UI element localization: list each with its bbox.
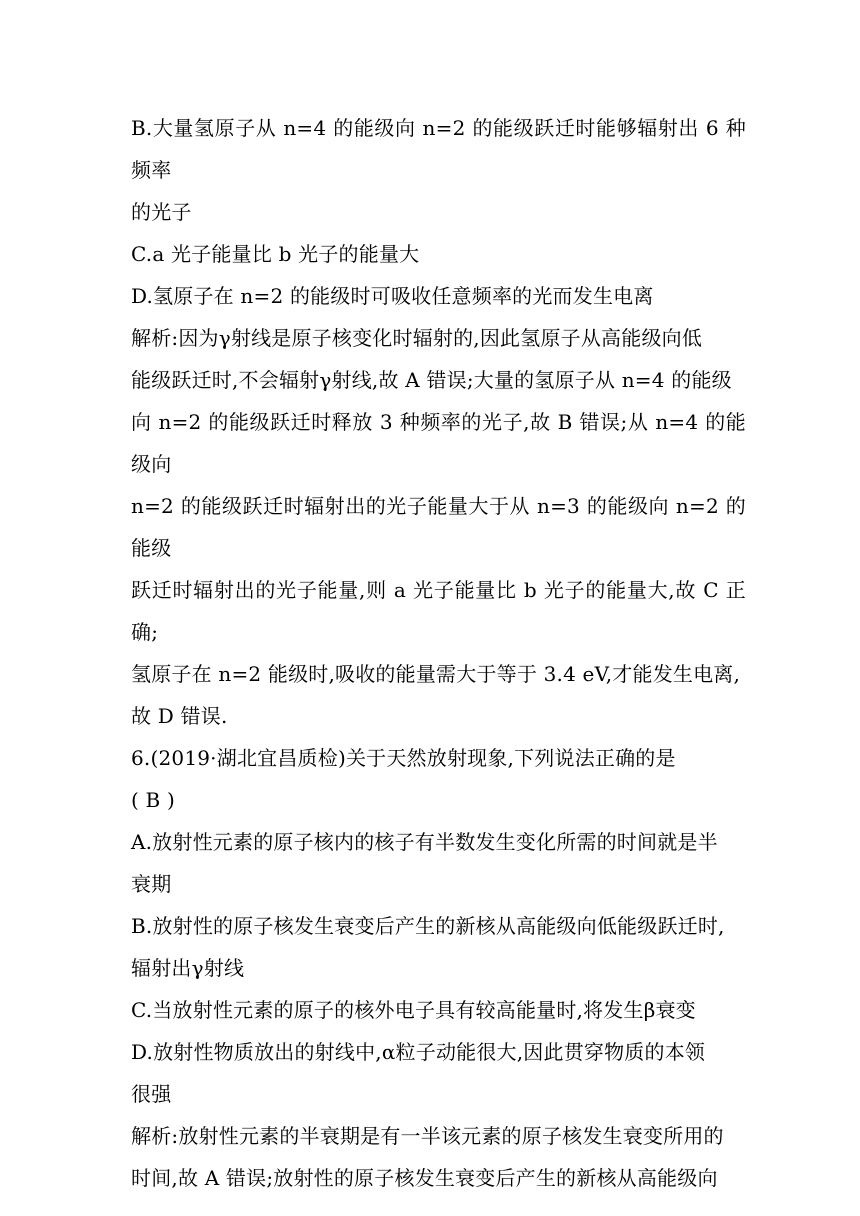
question-6-answer: ( B ) xyxy=(131,788,176,812)
analysis-line-7: 故 D 错误. xyxy=(131,704,228,728)
option-c-line: C.a 光子能量比 b 光子的能量大 xyxy=(131,242,420,266)
q6-analysis-line-2: 时间,故 A 错误;放射性的原子核发生衰变后产生的新核从高能级向 xyxy=(131,1166,718,1190)
document-body xyxy=(131,107,746,1199)
q6-analysis-line-1: 解析:放射性元素的半衰期是有一半该元素的原子核发生衰变所用的 xyxy=(131,1124,724,1148)
q6-option-d-line-1: D.放射性物质放出的射线中,α粒子动能很大,因此贯穿物质的本领 xyxy=(131,1040,706,1064)
option-d-line: D.氢原子在 n=2 的能级时可吸收任意频率的光而发生电离 xyxy=(131,284,654,308)
option-b-line-2: 的光子 xyxy=(131,200,192,224)
analysis-line-4: n=2 的能级跃迁时辐射出的光子能量大于从 n=3 的能级向 n=2 的能级 xyxy=(131,494,746,560)
q6-option-a-line-1: A.放射性元素的原子核内的核子有半数发生变化所需的时间就是半 xyxy=(131,830,718,854)
q6-option-b-line-1: B.放射性的原子核发生衰变后产生的新核从高能级向低能级跃迁时, xyxy=(131,914,725,938)
q6-option-b-line-2: 辐射出γ射线 xyxy=(131,956,245,980)
q6-option-c-line: C.当放射性元素的原子的核外电子具有较高能量时,将发生β衰变 xyxy=(131,998,696,1022)
analysis-line-3: 向 n=2 的能级跃迁时释放 3 种频率的光子,故 B 错误;从 n=4 的能级向 xyxy=(131,410,746,476)
option-b-line-1: B.大量氢原子从 n=4 的能级向 n=2 的能级跃迁时能够辐射出 6 种频率 xyxy=(131,116,746,182)
q6-option-d-line-2: 很强 xyxy=(131,1082,172,1106)
analysis-line-1: 解析:因为γ射线是原子核变化时辐射的,因此氢原子从高能级向低 xyxy=(131,326,703,350)
analysis-line-2: 能级跃迁时,不会辐射γ射线,故 A 错误;大量的氢原子从 n=4 的能级 xyxy=(131,368,732,392)
analysis-line-5: 跃迁时辐射出的光子能量,则 a 光子能量比 b 光子的能量大,故 C 正确; xyxy=(131,578,746,644)
analysis-line-6: 氢原子在 n=2 能级时,吸收的能量需大于等于 3.4 eV,才能发生电离, xyxy=(131,662,741,686)
question-6-stem: 6.(2019·湖北宜昌质检)关于天然放射现象,下列说法正确的是 xyxy=(131,746,676,770)
q6-option-a-line-2: 衰期 xyxy=(131,872,172,896)
